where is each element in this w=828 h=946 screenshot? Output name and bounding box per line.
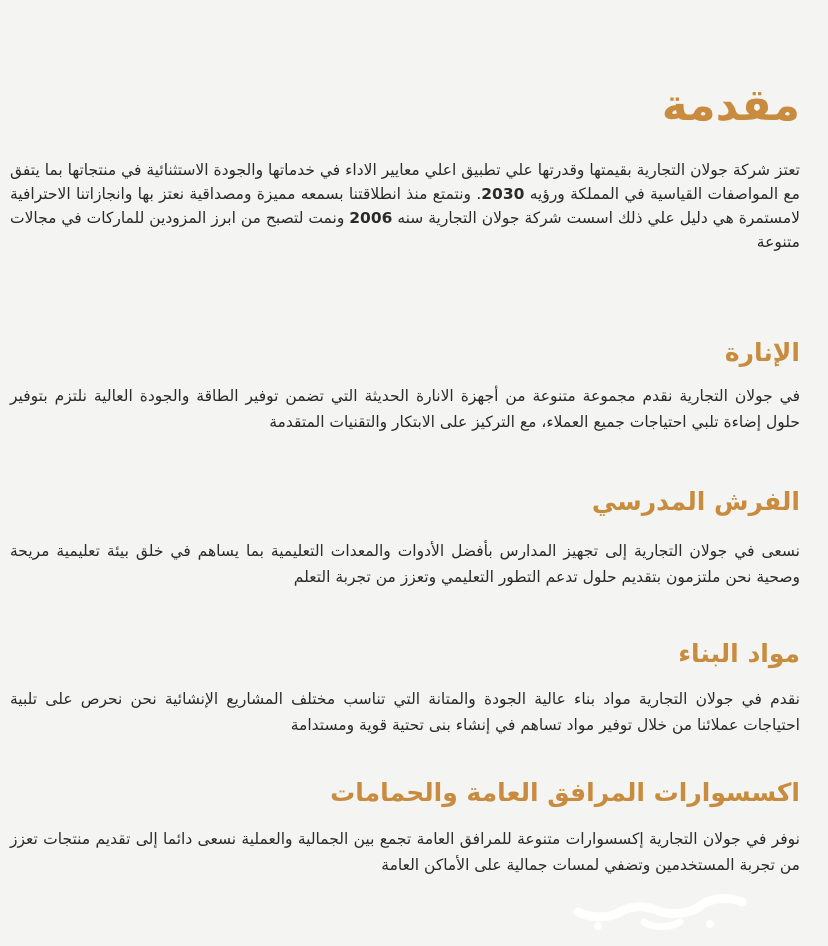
section-body-accessories: نوفر في جولان التجارية إكسسوارات متنوعة للمرافق العامة تجمع بين الجمالية والعملية نسعى دائما إلى تقديم منتجات تعزز من تجربة المستخدمين وتضفي لمسات جمالية على الأماكن العامة	[10, 830, 800, 874]
haraj-watermark-logo	[560, 888, 750, 932]
intro-text-part2: . ونتمتع منذ انطلاقتنا بسمعه مميزة ومصداقية نعتز بها وانجازاتنا الاحترافية لامستمرة هي دليل علي ذلك اسست شركة جولان التجارية سنه	[10, 185, 800, 227]
intro-text-part3: ونمت لتصبح من ابرز المزودين للماركات في مجالات متنوعة	[10, 209, 800, 251]
intro-paragraph	[10, 158, 800, 254]
page-title: مقدمة	[661, 80, 800, 131]
section-heading-school-furniture: الفرش المدرسي	[591, 487, 800, 516]
section-heading-accessories: اكسسوارات المرافق العامة والحمامات	[330, 778, 800, 807]
section-body-lighting: في جولان التجارية نقدم مجموعة متنوعة من أجهزة الانارة الحديثة التي تضمن توفير الطاقة والجودة العالية نلتزم بتوفير حلول إضاءة تلبي احتياجات جميع العملاء، مع التركيز على الابتكار والتقنيات المتقدمة	[10, 387, 800, 431]
vision-year: 2030	[481, 185, 525, 203]
section-body-building-materials: نقدم في جولان التجارية مواد بناء عالية الجودة والمتانة التي تناسب مختلف المشاريع الإنشائية نحن نحرص على تلبية احتياجات عملائنا من خلال توفير مواد تساهم في إنشاء بنى تحتية قوية ومستدامة	[10, 690, 800, 734]
intro-text-part1: تعتز شركة جولان التجارية بقيمتها وقدرتها علي تطبيق اعلي معايير الاداء في خدماتها والجودة الاستثنائية في منتجاتها بما يتفق مع المواصفات القياسية في المملكة ورؤيه	[10, 161, 800, 203]
section-heading-lighting: الإنارة	[724, 338, 800, 367]
section-body-school-furniture: نسعى في جولان التجارية إلى تجهيز المدارس بأفضل الأدوات والمعدات التعليمية بما يساهم في خلق بيئة تعليمية مريحة وصحية نحن ملتزمون بتقديم حلول تدعم التطور التعليمي وتعزز من تجربة التعلم	[10, 542, 800, 586]
section-heading-building-materials: مواد البناء	[678, 639, 800, 668]
founded-year: 2006	[349, 209, 393, 227]
